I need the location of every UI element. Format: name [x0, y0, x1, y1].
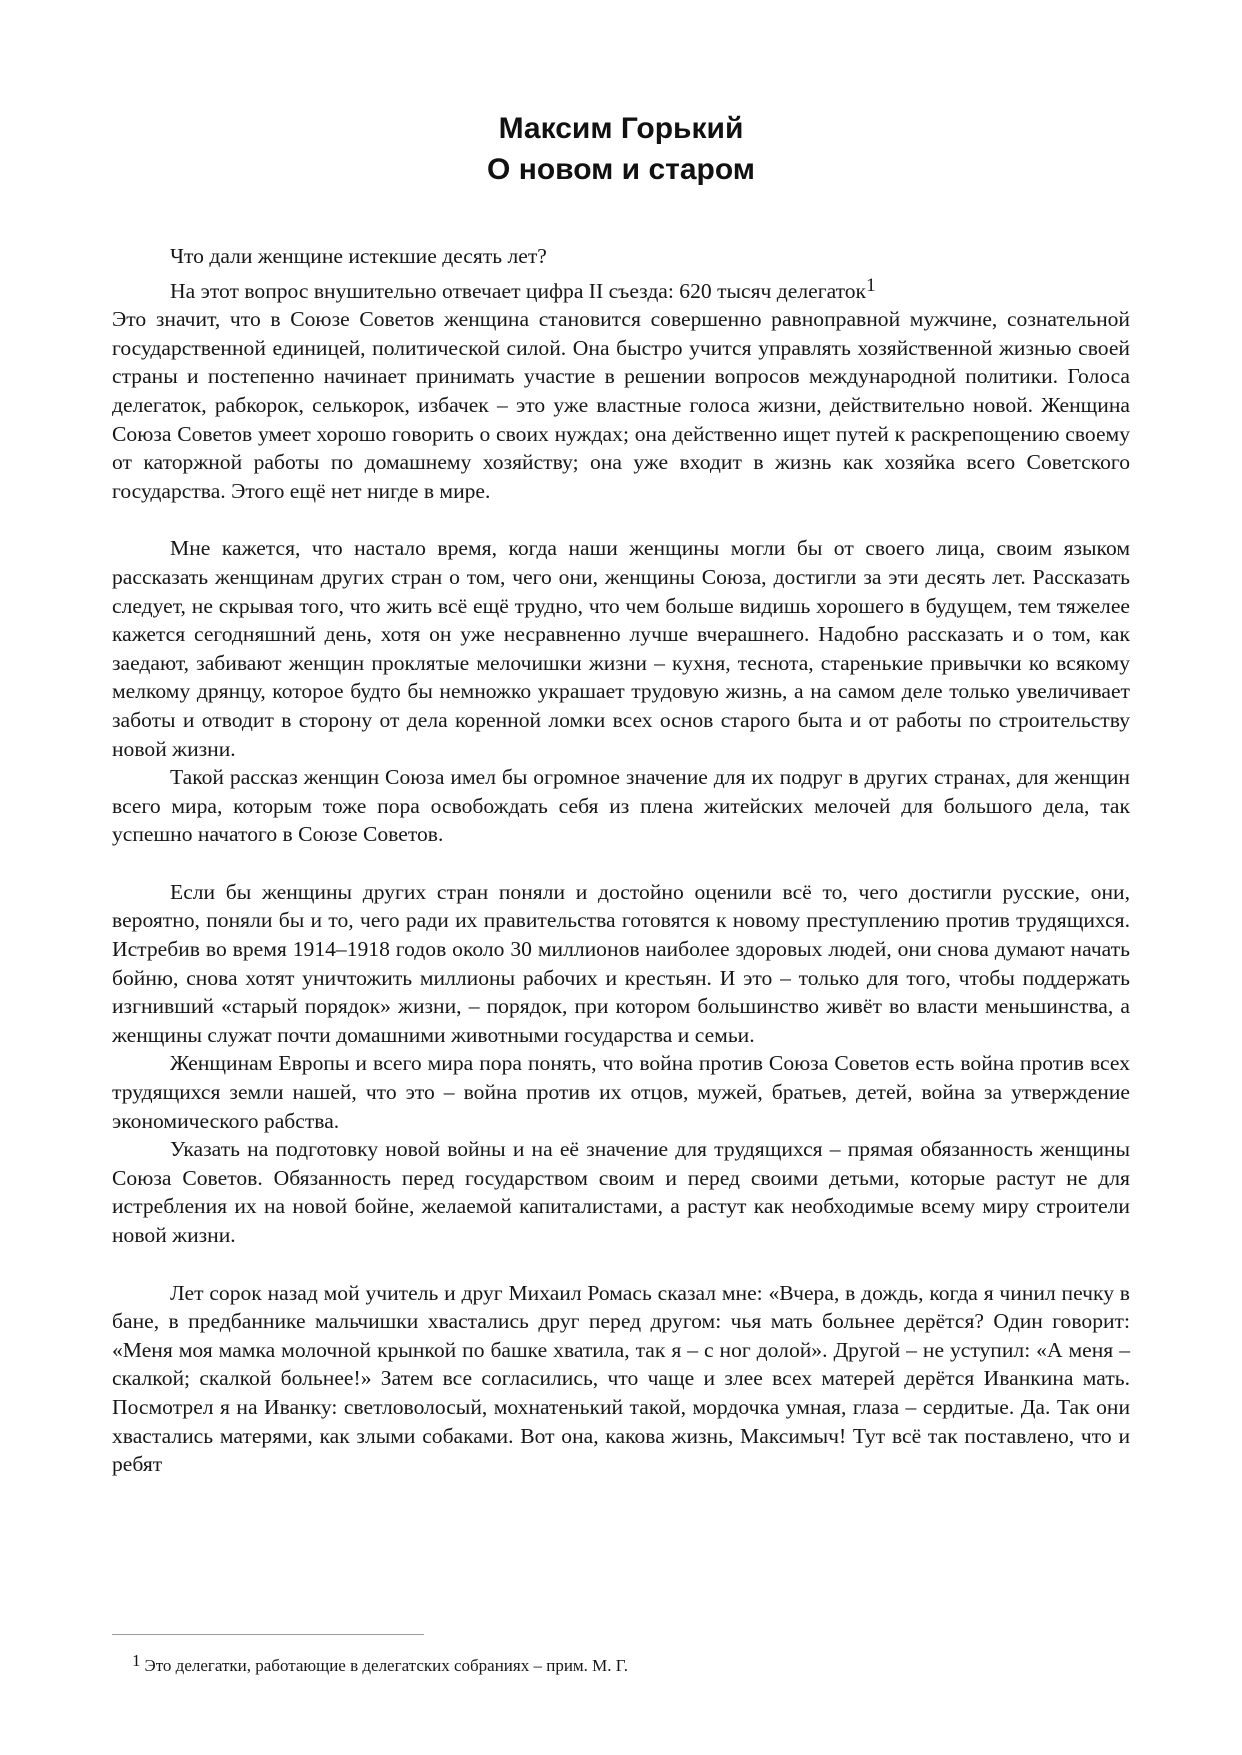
footnote-text: Это делегатки, работающие в делегатских собраниях – прим. М. Г.	[144, 1656, 628, 1675]
paragraph: Мне кажется, что настало время, когда наши женщины могли бы от своего лица, своим языком рассказать женщинам других стран о том, чего они, женщины Союза, достигли за эти десять лет. Рассказать следует, не скрывая того, что жить всё ещё трудно, что чем больше видишь хорошего в будущем, тем тяжелее кажется сегодняшний день, хотя он уже несравненно лучше вчерашнего. Надобно рассказать и о том, как заедают, забивают женщин проклятые мелочишки жизни – кухня, теснота, старенькие привычки ко всякому мелкому дрянцу, которое будто бы немножко украшает трудовую жизнь, а на самом деле только увеличивает заботы и отводит в сторону от дела коренной ломки всех основ старого быта и от работы по строительству новой жизни.	[112, 536, 1130, 761]
footnote	[132, 1651, 1032, 1677]
paragraph: Это значит, что в Союзе Советов женщина становится совершенно равноправной мужчине, сознательной государственной единицей, политической силой. Она быстро учится управлять хозяйственной жизнью своей страны и постепенно начинает принимать участие в решении вопросов международной политики. Голоса делегаток, рабкорок, селькорок, избачек – это уже властные голоса жизни, действительно новой. Женщина Союза Советов умеет хорошо говорить о своих нуждах; она действенно ищет путей к раскрепощению своему от каторжной работы по домашнему хозяйству; она уже входит в жизнь как хозяйка всего Советского государства. Этого ещё нет нигде в мире.	[112, 307, 1130, 503]
paragraph: Такой рассказ женщин Союза имел бы огромное значение для их подруг в других странах, для женщин всего мира, которым тоже пора освобождать себя из плена житейских мелочей для большого дела, так успешно начатого в Союзе Советов.	[112, 765, 1130, 847]
answer-line	[112, 274, 1130, 306]
document-body	[112, 242, 1130, 1479]
author-name: Максим Горький	[498, 112, 744, 145]
answer-text: На этот вопрос внушительно отвечает цифра II съезда: 620 тысяч делегаток	[170, 278, 867, 303]
paragraph: Женщинам Европы и всего мира пора понять, что война против Союза Советов есть война против всех трудящихся земли нашей, что это – война против их отцов, мужей, братьев, детей, война за утверждение экономического рабства.	[112, 1051, 1130, 1133]
question-line: Что дали женщине истекшие десять лет?	[170, 244, 547, 268]
document-title: О новом и старом	[487, 153, 755, 186]
footnote-reference[interactable]: 1	[866, 274, 876, 296]
document-header	[0, 108, 1242, 190]
footnote-marker: 1	[132, 1651, 141, 1670]
paragraph: Лет сорок назад мой учитель и друг Михаил Ромась сказал мне: «Вчера, в дождь, когда я чинил печку в бане, в предбаннике мальчишки хвастались друг перед другом: чья мать больнее дерётся? Один говорит: «Меня моя мамка молочной крынкой по башке хватила, так я – с ног долой». Другой – не уступил: «А меня – скалкой; скалкой больнее!» Затем все согласились, что чаще и злее всех матерей дерётся Иванкина мать. Посмотрел я на Иванку: светловолосый, мохнатенький такой, мордочка умная, глаза – сердитые. Да. Так они хвастались матерями, как злыми собаками. Вот она, какова жизнь, Максимыч! Тут всё так поставлено, что и ребят	[112, 1280, 1130, 1477]
footnote-separator	[112, 1634, 424, 1635]
paragraph: Указать на подготовку новой войны и на её значение для трудящихся – прямая обязанность женщины Союза Советов. Обязанность перед государством своим и перед своими детьми, которые растут не для истребления их на новой бойне, желаемой капиталистами, а растут как необходимые всему миру строители новой жизни.	[112, 1137, 1130, 1247]
paragraph: Если бы женщины других стран поняли и достойно оценили всё то, чего достигли русские, они, вероятно, поняли бы и то, чего ради их правительства готовятся к новому преступлению против трудящихся. Истребив во время 1914–1918 годов около 30 миллионов наиболее здоровых людей, они снова думают начать бойню, снова хотят уничтожить миллионы рабочих и крестьян. И это – только для того, чтобы поддержать изгнивший «старый порядок» жизни, – порядок, при котором большинство живёт во власти меньшинства, а женщины служат почти домашними животными государства и семьи.	[112, 879, 1130, 1047]
